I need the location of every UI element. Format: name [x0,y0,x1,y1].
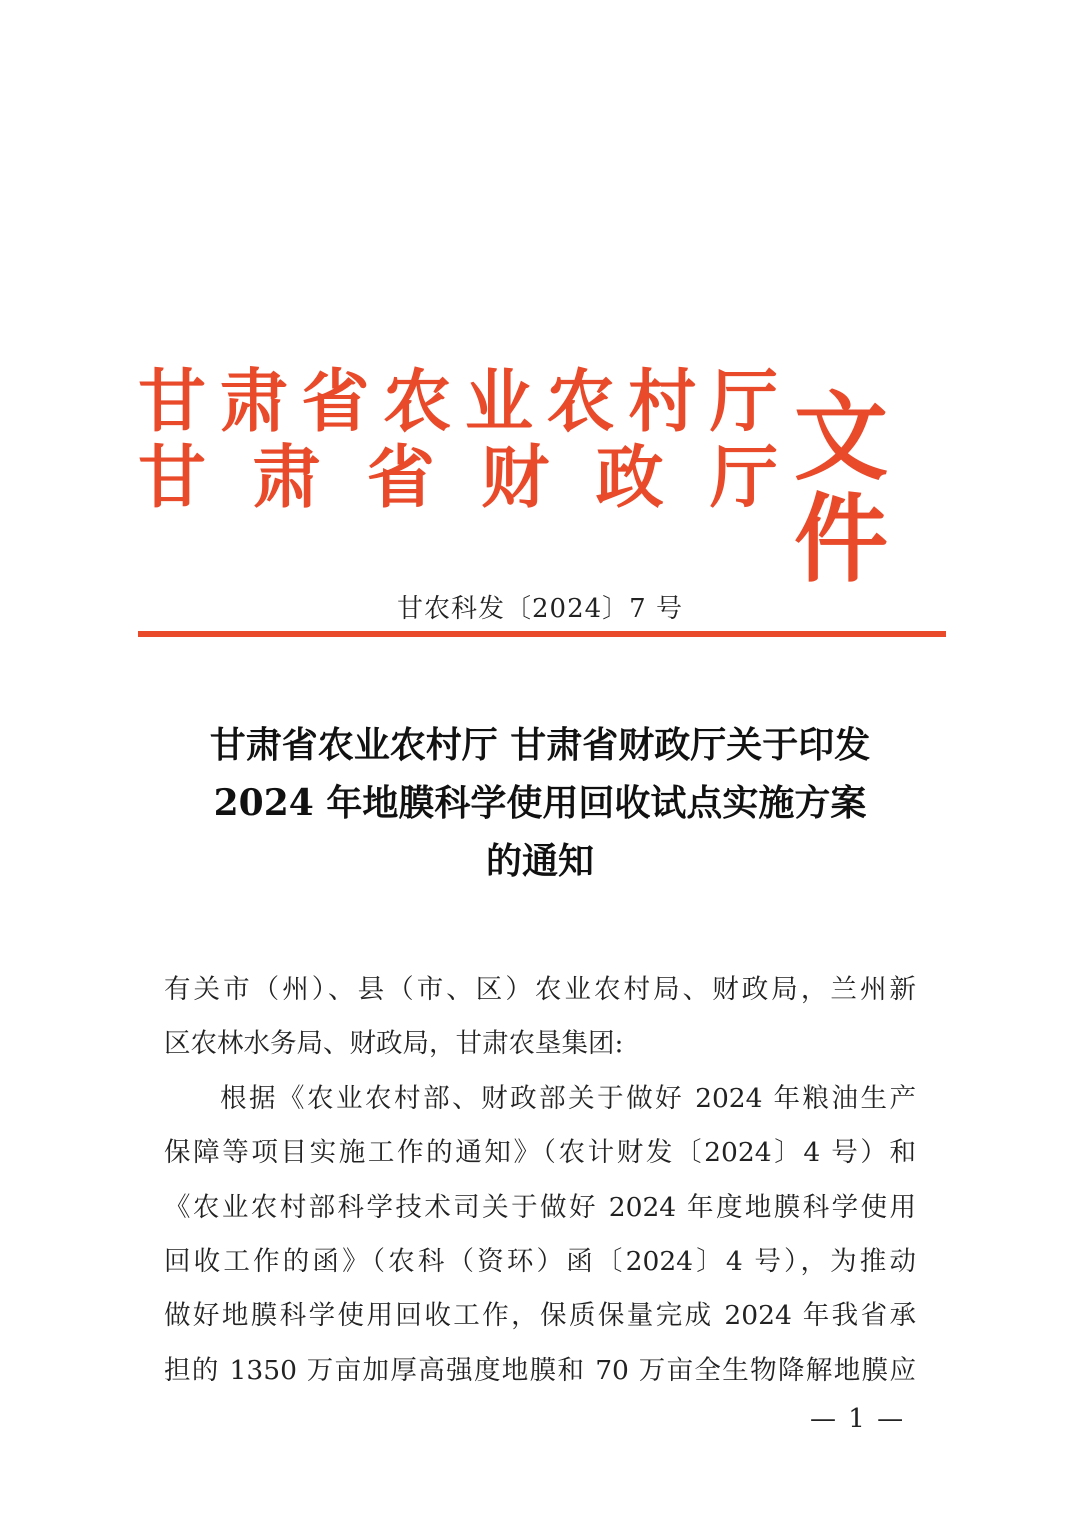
issuer-char: 甘 [138,439,207,518]
issuer-char: 甘 [138,363,207,442]
document-number: 甘农科发〔2024〕7 号 [397,594,683,624]
page-number: — 1 — [810,1404,906,1434]
paragraph-line-2: 保障等项目实施工作的通知》（农计财发〔2024〕4 号）和 [164,1137,916,1169]
title-line-2: 2024 年地膜科学使用回收试点实施方案 [213,782,867,824]
issuer-char: 厅 [709,363,778,442]
issuer-char: 省 [366,439,435,518]
addressee-line-2: 区农林水务局、财政局，甘肃农垦集团: [164,1028,624,1060]
addressee-line-1: 有关市（州）、县（市、区）农业农村局、财政局，兰州新 [164,974,916,1005]
issuer-char: 肃 [219,363,288,442]
paragraph-line-1: 根据《农业农村部、财政部关于做好 2024 年粮油生产 [220,1082,916,1114]
document-word: 文件 [794,382,885,597]
issuer-char: 省 [301,363,370,442]
paragraph-line-5: 做好地膜科学使用回收工作，保质保量完成 2024 年我省承 [164,1300,916,1332]
issuer-char: 财 [481,439,550,518]
paragraph-line-6: 担的 1350 万亩加厚高强度地膜和 70 万亩全生物降解地膜应 [164,1354,916,1386]
issuer-char: 肃 [252,439,321,518]
document-body [164,963,916,1398]
issuer-char: 业 [464,363,533,442]
issuer-line-agriculture [138,364,778,442]
document-title [0,716,1080,890]
issuer-char: 政 [595,439,664,518]
issuer-line-finance [138,440,778,518]
title-line-3: 的通知 [485,840,594,882]
paragraph-line-3: 《农业农村部科学技术司关于做好 2024 年度地膜科学使用 [164,1191,916,1223]
paragraph-line-4: 回收工作的函》（农科（资环）函〔2024〕4 号），为推动 [164,1245,916,1277]
issuer-char: 厅 [709,439,778,518]
issuer-char: 农 [383,363,452,442]
issuer-char: 农 [546,363,615,442]
document-header [138,358,938,597]
red-divider-line [138,631,946,637]
title-line-1: 甘肃省农业农村厅 甘肃省财政厅关于印发 [209,724,871,766]
issuer-char: 村 [628,363,697,442]
